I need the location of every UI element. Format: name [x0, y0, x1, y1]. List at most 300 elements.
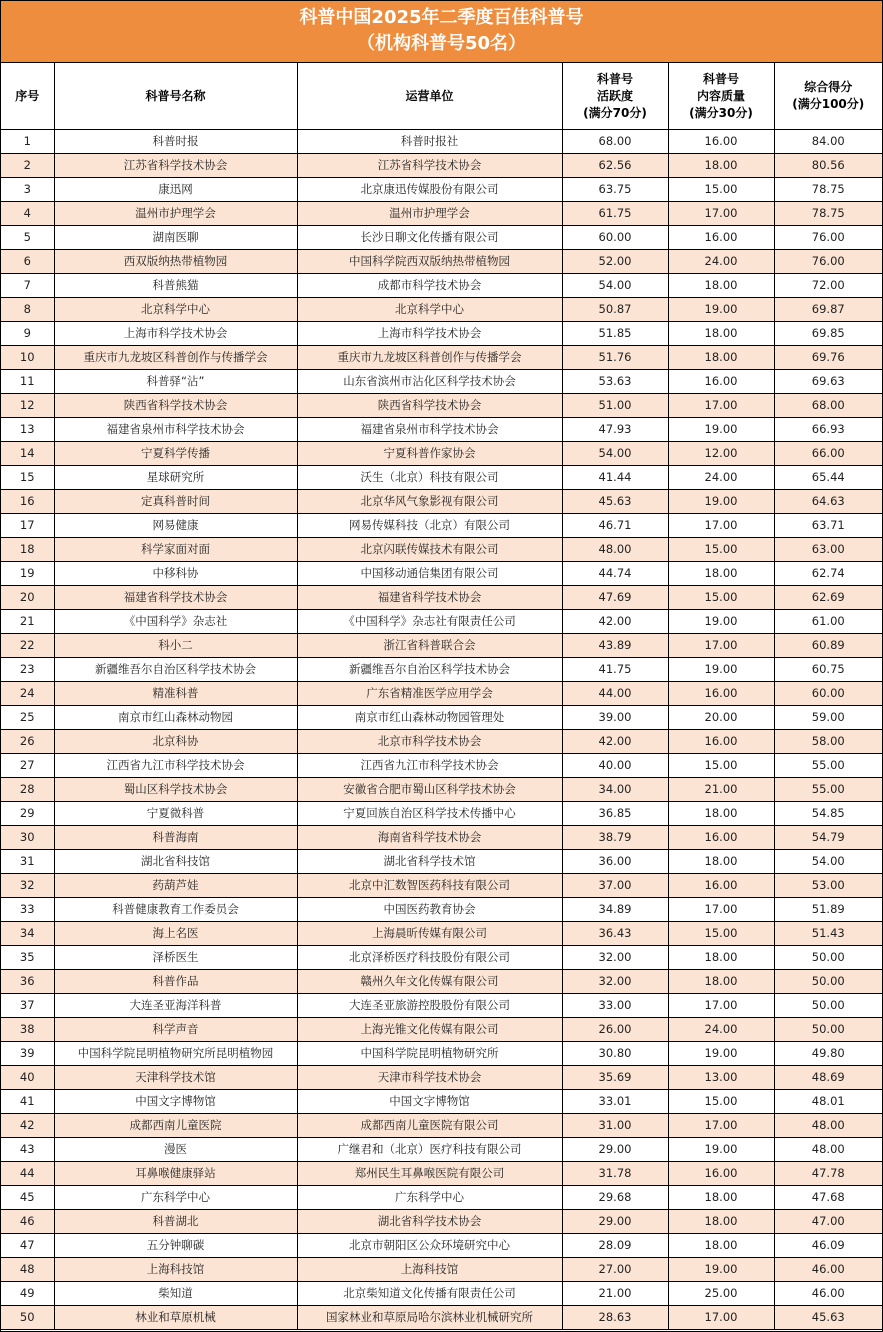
cell-rank: 5: [1, 226, 54, 250]
table-header-row: [1, 63, 882, 130]
table-row: [1, 154, 882, 178]
cell-rank: 38: [1, 1018, 54, 1042]
cell-operator: 长沙日聊文化传播有限公司: [297, 226, 562, 250]
cell-activity-score: 50.87: [562, 298, 668, 322]
cell-account-name: 成都西南儿童医院: [54, 1114, 297, 1138]
cell-rank: 25: [1, 706, 54, 730]
cell-activity-score: 42.00: [562, 610, 668, 634]
cell-rank: 32: [1, 874, 54, 898]
cell-activity-score: 32.00: [562, 970, 668, 994]
table-row: [1, 778, 882, 802]
cell-total-score: 80.56: [774, 154, 882, 178]
cell-operator: 北京柴知道文化传播有限责任公司: [297, 1282, 562, 1306]
table-row: [1, 538, 882, 562]
cell-operator: 中国文字博物馆: [297, 1090, 562, 1114]
title-line-2: （机构科普号50名）: [356, 33, 527, 54]
table-row: [1, 226, 882, 250]
cell-operator: 国家林业和草原局哈尔滨林业机械研究所: [297, 1306, 562, 1330]
cell-rank: 22: [1, 634, 54, 658]
cell-account-name: 科普湖北: [54, 1210, 297, 1234]
cell-operator: 《中国科学》杂志社有限责任公司: [297, 610, 562, 634]
cell-operator: 湖北省科学技术馆: [297, 850, 562, 874]
cell-account-name: 北京科学中心: [54, 298, 297, 322]
cell-total-score: 78.75: [774, 178, 882, 202]
cell-activity-score: 33.00: [562, 994, 668, 1018]
cell-account-name: 上海科技馆: [54, 1258, 297, 1282]
cell-quality-score: 24.00: [668, 466, 774, 490]
cell-account-name: 科普作品: [54, 970, 297, 994]
cell-operator: 成都市科学技术协会: [297, 274, 562, 298]
table-row: [1, 994, 882, 1018]
cell-quality-score: 15.00: [668, 178, 774, 202]
cell-operator: 江苏省科学技术协会: [297, 154, 562, 178]
cell-quality-score: 16.00: [668, 874, 774, 898]
cell-total-score: 76.00: [774, 226, 882, 250]
cell-account-name: 南京市红山森林动物园: [54, 706, 297, 730]
cell-activity-score: 31.00: [562, 1114, 668, 1138]
cell-total-score: 48.01: [774, 1090, 882, 1114]
cell-quality-score: 19.00: [668, 1258, 774, 1282]
table-row: [1, 634, 882, 658]
cell-total-score: 58.00: [774, 730, 882, 754]
cell-account-name: 科学声音: [54, 1018, 297, 1042]
cell-rank: 31: [1, 850, 54, 874]
cell-account-name: 科普熊猫: [54, 274, 297, 298]
cell-total-score: 49.80: [774, 1042, 882, 1066]
cell-account-name: 精准科普: [54, 682, 297, 706]
cell-activity-score: 36.43: [562, 922, 668, 946]
cell-activity-score: 35.69: [562, 1066, 668, 1090]
cell-activity-score: 52.00: [562, 250, 668, 274]
table-row: [1, 1210, 882, 1234]
table-row: [1, 1066, 882, 1090]
cell-operator: 南京市红山森林动物园管理处: [297, 706, 562, 730]
cell-rank: 21: [1, 610, 54, 634]
cell-operator: 大连圣亚旅游控股股份有限公司: [297, 994, 562, 1018]
header-operator: 运营单位: [297, 63, 562, 130]
cell-activity-score: 41.75: [562, 658, 668, 682]
cell-rank: 4: [1, 202, 54, 226]
cell-rank: 40: [1, 1066, 54, 1090]
cell-activity-score: 47.69: [562, 586, 668, 610]
table-row: [1, 178, 882, 202]
cell-total-score: 54.00: [774, 850, 882, 874]
cell-rank: 2: [1, 154, 54, 178]
title-line-1: 科普中国2025年二季度百佳科普号: [299, 7, 584, 28]
cell-account-name: 宁夏微科普: [54, 802, 297, 826]
cell-activity-score: 37.00: [562, 874, 668, 898]
cell-operator: 宁夏回族自治区科学技术传播中心: [297, 802, 562, 826]
cell-operator: 成都西南儿童医院有限公司: [297, 1114, 562, 1138]
table-row: [1, 706, 882, 730]
cell-quality-score: 18.00: [668, 850, 774, 874]
cell-activity-score: 33.01: [562, 1090, 668, 1114]
cell-account-name: 定真科普时间: [54, 490, 297, 514]
table-row: [1, 370, 882, 394]
cell-activity-score: 43.89: [562, 634, 668, 658]
cell-quality-score: 16.00: [668, 1162, 774, 1186]
cell-rank: 50: [1, 1306, 54, 1330]
cell-total-score: 47.00: [774, 1210, 882, 1234]
cell-total-score: 50.00: [774, 1018, 882, 1042]
cell-operator: 北京中汇数智医药科技有限公司: [297, 874, 562, 898]
cell-quality-score: 19.00: [668, 658, 774, 682]
cell-quality-score: 24.00: [668, 1018, 774, 1042]
cell-account-name: 大连圣亚海洋科普: [54, 994, 297, 1018]
cell-quality-score: 19.00: [668, 418, 774, 442]
cell-total-score: 47.78: [774, 1162, 882, 1186]
table-row: [1, 682, 882, 706]
table-row: [1, 346, 882, 370]
cell-activity-score: 36.85: [562, 802, 668, 826]
cell-total-score: 55.00: [774, 778, 882, 802]
cell-activity-score: 27.00: [562, 1258, 668, 1282]
cell-account-name: 星球研究所: [54, 466, 297, 490]
cell-activity-score: 21.00: [562, 1282, 668, 1306]
cell-total-score: 69.63: [774, 370, 882, 394]
ranking-table: [1, 63, 882, 1330]
table-row: [1, 1042, 882, 1066]
cell-account-name: 海上名医: [54, 922, 297, 946]
cell-total-score: 78.75: [774, 202, 882, 226]
cell-account-name: 西双版纳热带植物园: [54, 250, 297, 274]
cell-quality-score: 17.00: [668, 1114, 774, 1138]
cell-rank: 24: [1, 682, 54, 706]
cell-quality-score: 15.00: [668, 586, 774, 610]
cell-account-name: 中移科协: [54, 562, 297, 586]
table-row: [1, 1162, 882, 1186]
cell-total-score: 69.87: [774, 298, 882, 322]
cell-activity-score: 46.71: [562, 514, 668, 538]
cell-account-name: 上海市科学技术协会: [54, 322, 297, 346]
cell-rank: 49: [1, 1282, 54, 1306]
cell-activity-score: 32.00: [562, 946, 668, 970]
cell-rank: 46: [1, 1210, 54, 1234]
cell-operator: 广东科学中心: [297, 1186, 562, 1210]
cell-total-score: 84.00: [774, 130, 882, 154]
table-row: [1, 322, 882, 346]
cell-total-score: 63.00: [774, 538, 882, 562]
cell-activity-score: 51.85: [562, 322, 668, 346]
cell-total-score: 55.00: [774, 754, 882, 778]
cell-account-name: 科学家面对面: [54, 538, 297, 562]
cell-quality-score: 18.00: [668, 802, 774, 826]
cell-operator: 北京泽桥医疗科技股份有限公司: [297, 946, 562, 970]
cell-account-name: 湖南医聊: [54, 226, 297, 250]
table-row: [1, 874, 882, 898]
cell-total-score: 48.00: [774, 1138, 882, 1162]
table-row: [1, 1234, 882, 1258]
cell-operator: 科普时报社: [297, 130, 562, 154]
cell-rank: 7: [1, 274, 54, 298]
cell-activity-score: 60.00: [562, 226, 668, 250]
cell-operator: 天津市科学技术协会: [297, 1066, 562, 1090]
cell-quality-score: 17.00: [668, 1306, 774, 1330]
table-row: [1, 730, 882, 754]
cell-activity-score: 40.00: [562, 754, 668, 778]
cell-rank: 28: [1, 778, 54, 802]
cell-account-name: 天津科学技术馆: [54, 1066, 297, 1090]
cell-rank: 23: [1, 658, 54, 682]
cell-operator: 中国科学院西双版纳热带植物园: [297, 250, 562, 274]
cell-quality-score: 19.00: [668, 490, 774, 514]
cell-total-score: 60.75: [774, 658, 882, 682]
cell-operator: 广继君和（北京）医疗科技有限公司: [297, 1138, 562, 1162]
cell-operator: 山东省滨州市沾化区科学技术协会: [297, 370, 562, 394]
cell-quality-score: 17.00: [668, 634, 774, 658]
table-row: [1, 1114, 882, 1138]
table-body: [1, 130, 882, 1330]
cell-account-name: 重庆市九龙坡区科普创作与传播学会: [54, 346, 297, 370]
table-row: [1, 1258, 882, 1282]
cell-total-score: 51.43: [774, 922, 882, 946]
cell-activity-score: 51.00: [562, 394, 668, 418]
cell-rank: 26: [1, 730, 54, 754]
header-activity: 科普号 活跃度 (满分70分): [562, 63, 668, 130]
table-row: [1, 1138, 882, 1162]
cell-account-name: 中国文字博物馆: [54, 1090, 297, 1114]
header-quality: 科普号 内容质量 (满分30分): [668, 63, 774, 130]
cell-rank: 10: [1, 346, 54, 370]
cell-total-score: 50.00: [774, 994, 882, 1018]
cell-total-score: 47.68: [774, 1186, 882, 1210]
cell-quality-score: 16.00: [668, 226, 774, 250]
cell-rank: 6: [1, 250, 54, 274]
cell-account-name: 网易健康: [54, 514, 297, 538]
table-row: [1, 898, 882, 922]
cell-account-name: 江苏省科学技术协会: [54, 154, 297, 178]
cell-account-name: 福建省泉州市科学技术协会: [54, 418, 297, 442]
table-row: [1, 1090, 882, 1114]
cell-total-score: 53.00: [774, 874, 882, 898]
cell-quality-score: 15.00: [668, 922, 774, 946]
cell-rank: 42: [1, 1114, 54, 1138]
cell-account-name: 耳鼻喉健康驿站: [54, 1162, 297, 1186]
header-account-name: 科普号名称: [54, 63, 297, 130]
cell-operator: 北京市科学技术协会: [297, 730, 562, 754]
table-row: [1, 970, 882, 994]
cell-activity-score: 28.09: [562, 1234, 668, 1258]
cell-rank: 13: [1, 418, 54, 442]
cell-account-name: 北京科协: [54, 730, 297, 754]
cell-total-score: 50.00: [774, 946, 882, 970]
cell-account-name: 柴知道: [54, 1282, 297, 1306]
cell-activity-score: 45.63: [562, 490, 668, 514]
table-row: [1, 1186, 882, 1210]
cell-quality-score: 16.00: [668, 130, 774, 154]
cell-activity-score: 47.93: [562, 418, 668, 442]
cell-activity-score: 41.44: [562, 466, 668, 490]
cell-quality-score: 18.00: [668, 1186, 774, 1210]
table-row: [1, 1018, 882, 1042]
cell-quality-score: 17.00: [668, 514, 774, 538]
cell-total-score: 65.44: [774, 466, 882, 490]
cell-total-score: 68.00: [774, 394, 882, 418]
table-row: [1, 274, 882, 298]
cell-activity-score: 29.00: [562, 1138, 668, 1162]
cell-account-name: 药葫芦娃: [54, 874, 297, 898]
cell-total-score: 54.79: [774, 826, 882, 850]
cell-account-name: 蜀山区科学技术协会: [54, 778, 297, 802]
cell-activity-score: 28.63: [562, 1306, 668, 1330]
cell-quality-score: 19.00: [668, 1138, 774, 1162]
cell-activity-score: 29.00: [562, 1210, 668, 1234]
cell-rank: 45: [1, 1186, 54, 1210]
cell-total-score: 45.63: [774, 1306, 882, 1330]
cell-account-name: 湖北省科技馆: [54, 850, 297, 874]
table-row: [1, 514, 882, 538]
cell-account-name: 《中国科学》杂志社: [54, 610, 297, 634]
cell-account-name: 林业和草原机械: [54, 1306, 297, 1330]
cell-operator: 沃生（北京）科技有限公司: [297, 466, 562, 490]
cell-rank: 33: [1, 898, 54, 922]
cell-operator: 浙江省科普联合会: [297, 634, 562, 658]
title-banner: [1, 1, 882, 63]
cell-total-score: 62.69: [774, 586, 882, 610]
cell-rank: 11: [1, 370, 54, 394]
cell-quality-score: 18.00: [668, 154, 774, 178]
cell-quality-score: 24.00: [668, 250, 774, 274]
cell-operator: 福建省科学技术协会: [297, 586, 562, 610]
table-row: [1, 562, 882, 586]
cell-total-score: 60.89: [774, 634, 882, 658]
header-rank: 序号: [1, 63, 54, 130]
cell-activity-score: 29.68: [562, 1186, 668, 1210]
table-row: [1, 466, 882, 490]
table-row: [1, 922, 882, 946]
table-row: [1, 1282, 882, 1306]
cell-operator: 上海科技馆: [297, 1258, 562, 1282]
table-row: [1, 298, 882, 322]
cell-rank: 44: [1, 1162, 54, 1186]
cell-activity-score: 61.75: [562, 202, 668, 226]
cell-quality-score: 12.00: [668, 442, 774, 466]
cell-total-score: 46.00: [774, 1282, 882, 1306]
cell-operator: 中国科学院昆明植物研究所: [297, 1042, 562, 1066]
cell-activity-score: 26.00: [562, 1018, 668, 1042]
cell-rank: 30: [1, 826, 54, 850]
cell-rank: 35: [1, 946, 54, 970]
table-row: [1, 130, 882, 154]
cell-account-name: 科普健康教育工作委员会: [54, 898, 297, 922]
cell-account-name: 广东科学中心: [54, 1186, 297, 1210]
cell-rank: 9: [1, 322, 54, 346]
cell-account-name: 科普时报: [54, 130, 297, 154]
cell-rank: 20: [1, 586, 54, 610]
cell-rank: 48: [1, 1258, 54, 1282]
cell-rank: 15: [1, 466, 54, 490]
cell-operator: 温州市护理学会: [297, 202, 562, 226]
cell-activity-score: 42.00: [562, 730, 668, 754]
cell-activity-score: 38.79: [562, 826, 668, 850]
cell-account-name: 江西省九江市科学技术协会: [54, 754, 297, 778]
cell-operator: 赣州久年文化传媒有限公司: [297, 970, 562, 994]
cell-total-score: 72.00: [774, 274, 882, 298]
cell-quality-score: 18.00: [668, 946, 774, 970]
cell-operator: 中国移动通信集团有限公司: [297, 562, 562, 586]
cell-activity-score: 34.00: [562, 778, 668, 802]
cell-quality-score: 17.00: [668, 394, 774, 418]
cell-operator: 上海市科学技术协会: [297, 322, 562, 346]
cell-quality-score: 18.00: [668, 1210, 774, 1234]
cell-rank: 19: [1, 562, 54, 586]
table-row: [1, 610, 882, 634]
cell-account-name: 新疆维吾尔自治区科学技术协会: [54, 658, 297, 682]
cell-operator: 北京科学中心: [297, 298, 562, 322]
cell-rank: 16: [1, 490, 54, 514]
cell-quality-score: 17.00: [668, 202, 774, 226]
cell-rank: 18: [1, 538, 54, 562]
cell-operator: 北京康迅传媒股份有限公司: [297, 178, 562, 202]
cell-total-score: 51.89: [774, 898, 882, 922]
cell-total-score: 48.69: [774, 1066, 882, 1090]
cell-quality-score: 18.00: [668, 970, 774, 994]
table-row: [1, 1306, 882, 1330]
cell-total-score: 63.71: [774, 514, 882, 538]
cell-operator: 北京市朝阳区公众环境研究中心: [297, 1234, 562, 1258]
cell-activity-score: 30.80: [562, 1042, 668, 1066]
table-row: [1, 826, 882, 850]
cell-total-score: 69.76: [774, 346, 882, 370]
cell-activity-score: 39.00: [562, 706, 668, 730]
cell-rank: 17: [1, 514, 54, 538]
cell-rank: 27: [1, 754, 54, 778]
cell-total-score: 46.09: [774, 1234, 882, 1258]
cell-operator: 湖北省科学技术协会: [297, 1210, 562, 1234]
cell-quality-score: 19.00: [668, 298, 774, 322]
table-row: [1, 202, 882, 226]
cell-activity-score: 54.00: [562, 442, 668, 466]
cell-rank: 47: [1, 1234, 54, 1258]
cell-quality-score: 17.00: [668, 898, 774, 922]
cell-total-score: 54.85: [774, 802, 882, 826]
cell-account-name: 福建省科学技术协会: [54, 586, 297, 610]
cell-operator: 江西省九江市科学技术协会: [297, 754, 562, 778]
cell-activity-score: 44.00: [562, 682, 668, 706]
cell-quality-score: 19.00: [668, 1042, 774, 1066]
cell-total-score: 66.00: [774, 442, 882, 466]
cell-account-name: 陕西省科学技术协会: [54, 394, 297, 418]
cell-quality-score: 15.00: [668, 1090, 774, 1114]
cell-operator: 郑州民生耳鼻喉医院有限公司: [297, 1162, 562, 1186]
cell-activity-score: 36.00: [562, 850, 668, 874]
cell-quality-score: 20.00: [668, 706, 774, 730]
cell-operator: 上海晨昕传媒有限公司: [297, 922, 562, 946]
cell-account-name: 科小二: [54, 634, 297, 658]
cell-rank: 3: [1, 178, 54, 202]
cell-quality-score: 16.00: [668, 730, 774, 754]
table-row: [1, 442, 882, 466]
cell-total-score: 61.00: [774, 610, 882, 634]
cell-activity-score: 68.00: [562, 130, 668, 154]
cell-account-name: 温州市护理学会: [54, 202, 297, 226]
cell-operator: 北京闪联传媒技术有限公司: [297, 538, 562, 562]
cell-quality-score: 18.00: [668, 562, 774, 586]
cell-total-score: 60.00: [774, 682, 882, 706]
cell-rank: 43: [1, 1138, 54, 1162]
cell-operator: 安徽省合肥市蜀山区科学技术协会: [297, 778, 562, 802]
cell-rank: 29: [1, 802, 54, 826]
table-row: [1, 754, 882, 778]
cell-operator: 中国医药教育协会: [297, 898, 562, 922]
cell-total-score: 46.00: [774, 1258, 882, 1282]
cell-account-name: 科普驿“沾”: [54, 370, 297, 394]
table-row: [1, 250, 882, 274]
cell-quality-score: 18.00: [668, 1234, 774, 1258]
cell-quality-score: 15.00: [668, 754, 774, 778]
cell-total-score: 76.00: [774, 250, 882, 274]
cell-operator: 广东省精准医学应用学会: [297, 682, 562, 706]
